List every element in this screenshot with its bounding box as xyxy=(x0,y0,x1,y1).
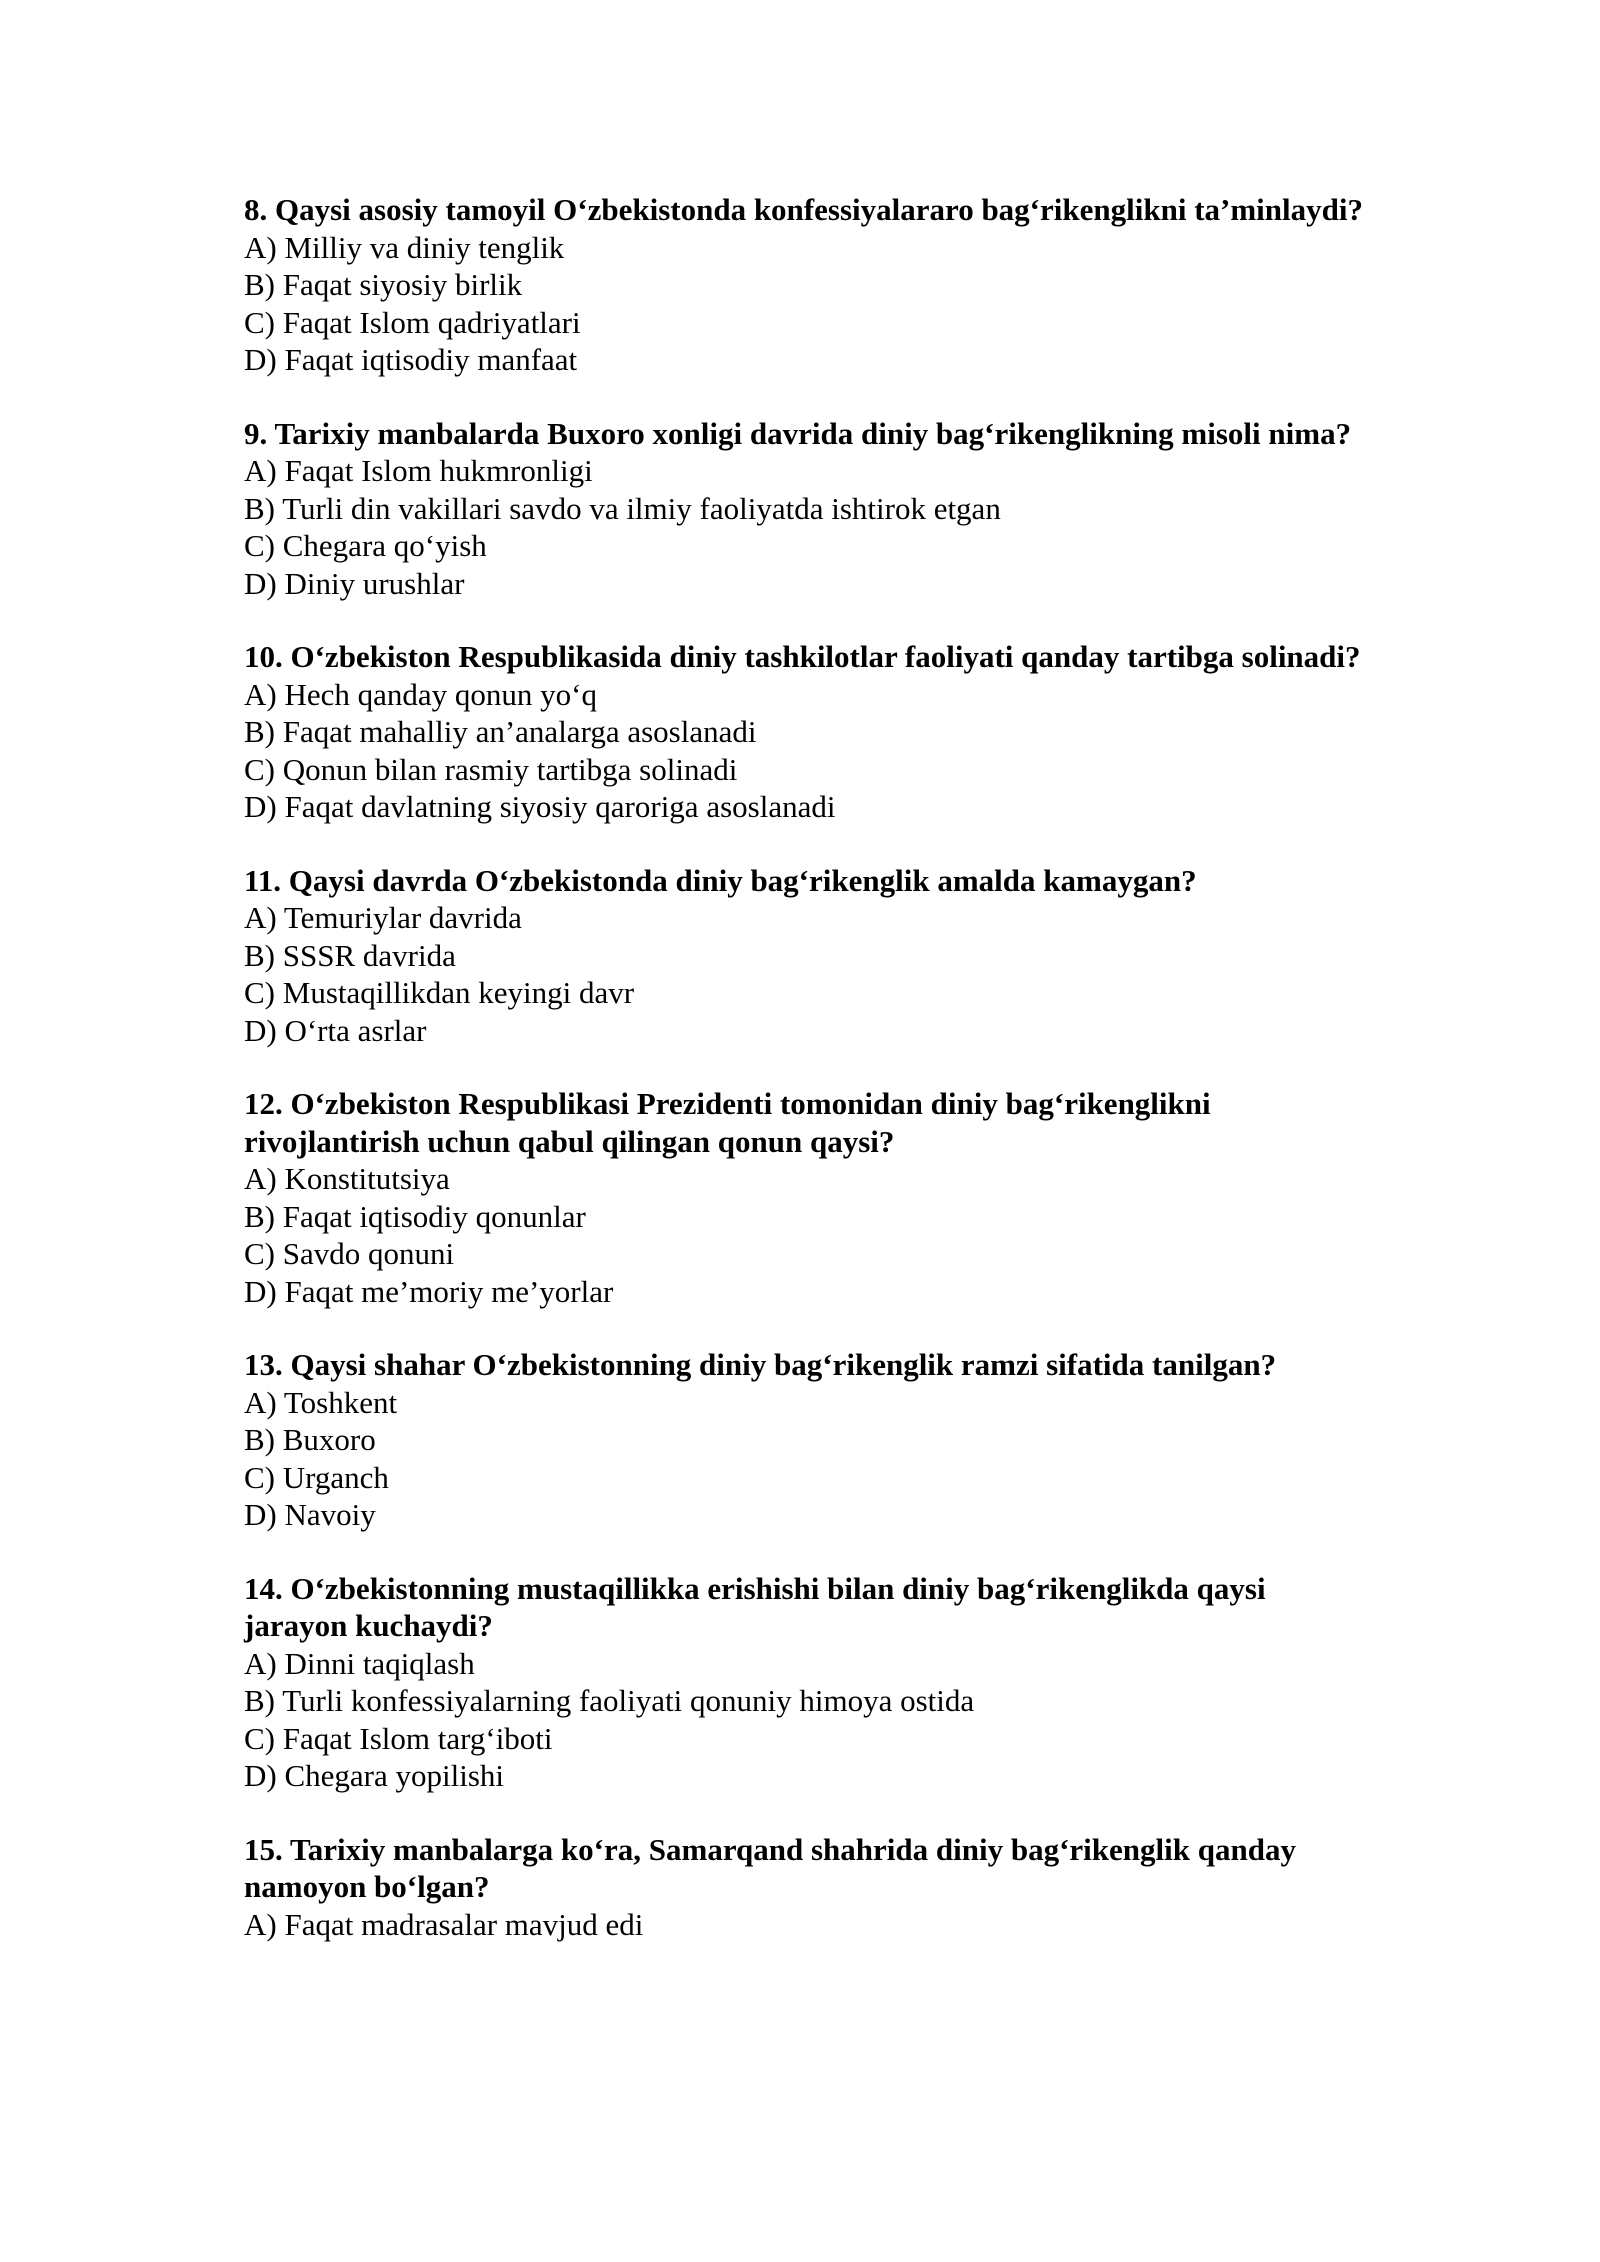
option-d: D) Faqat iqtisodiy manfaat xyxy=(244,342,578,377)
option-a: A) Toshkent xyxy=(244,1384,398,1420)
question-text: 9. Tarixiy manbalarda Buxoro xonligi davrida diniy bag‘rikenglikning misoli nima? xyxy=(244,415,1352,451)
option-c: C) Faqat Islom qadriyatlari xyxy=(244,304,581,340)
option-b: B) Turli din vakillari savdo va ilmiy faoliyatda ishtirok etgan xyxy=(244,490,1001,526)
question-14 xyxy=(244,1570,1374,1795)
option-d: D) Faqat me’moriy me’yorlar xyxy=(244,1273,614,1309)
question-text: 13. Qaysi shahar O‘zbekistonning diniy bag‘rikenglik ramzi sifatida tanilgan? xyxy=(244,1347,1277,1382)
option-d: D) Chegara yopilishi xyxy=(244,1758,505,1793)
question-12 xyxy=(244,1085,1374,1310)
option-d: D) Navoiy xyxy=(244,1497,376,1532)
option-b: B) SSSR davrida xyxy=(244,937,456,973)
question-15 xyxy=(244,1831,1374,1944)
question-9 xyxy=(244,415,1374,603)
option-c: C) Mustaqillikdan keyingi davr xyxy=(244,975,635,1010)
option-b: B) Turli konfessiyalarning faoliyati qonuniy himoya ostida xyxy=(244,1683,975,1718)
question-8 xyxy=(244,191,1374,379)
document-page xyxy=(244,191,1374,1979)
option-c: C) Savdo qonuni xyxy=(244,1236,455,1271)
question-11 xyxy=(244,862,1374,1050)
question-10 xyxy=(244,638,1374,826)
question-text: 8. Qaysi asosiy tamoyil O‘zbekistonda konfessiyalararo bag‘rikenglikni ta’minlaydi? xyxy=(244,192,1363,227)
option-b: B) Buxoro xyxy=(244,1422,376,1457)
option-b: B) Faqat iqtisodiy qonunlar xyxy=(244,1198,586,1234)
option-a: A) Konstitutsiya xyxy=(244,1161,450,1196)
option-d: D) Diniy urushlar xyxy=(244,565,465,601)
option-b: B) Faqat siyosiy birlik xyxy=(244,267,523,302)
question-text: 12. O‘zbekiston Respublikasi Prezidenti tomonidan diniy bag‘rikenglikni rivojlantirish uchun qabul qilingan qonun qaysi? xyxy=(244,1086,1211,1159)
option-c: C) Chegara qo‘yish xyxy=(244,528,487,563)
question-text: 10. O‘zbekiston Respublikasida diniy tashkilotlar faoliyati qanday tartibga solinadi? xyxy=(244,639,1361,674)
option-d: D) O‘rta asrlar xyxy=(244,1012,427,1048)
option-a: A) Milliy va diniy tenglik xyxy=(244,229,565,265)
option-b: B) Faqat mahalliy an’analarga asoslanadi xyxy=(244,714,757,749)
question-text: 15. Tarixiy manbalarga ko‘ra, Samarqand shahrida diniy bag‘rikenglik qanday namoyon bo‘lgan? xyxy=(244,1831,1296,1904)
option-c: C) Qonun bilan rasmiy tartibga solinadi xyxy=(244,751,738,787)
option-c: C) Faqat Islom targ‘iboti xyxy=(244,1720,553,1756)
option-a: A) Temuriylar davrida xyxy=(244,900,522,935)
question-13 xyxy=(244,1346,1374,1534)
question-text: 11. Qaysi davrda O‘zbekistonda diniy bag‘rikenglik amalda kamaygan? xyxy=(244,862,1197,898)
question-text: 14. O‘zbekistonning mustaqillikka erishishi bilan diniy bag‘rikenglikda qaysi jarayon kuchaydi? xyxy=(244,1570,1266,1643)
option-c: C) Urganch xyxy=(244,1459,389,1495)
option-a: A) Faqat Islom hukmronligi xyxy=(244,453,593,488)
option-a: A) Hech qanday qonun yo‘q xyxy=(244,676,597,712)
option-a: A) Dinni taqiqlash xyxy=(244,1645,475,1681)
option-d: D) Faqat davlatning siyosiy qaroriga asoslanadi xyxy=(244,789,836,824)
option-a: A) Faqat madrasalar mavjud edi xyxy=(244,1906,644,1942)
